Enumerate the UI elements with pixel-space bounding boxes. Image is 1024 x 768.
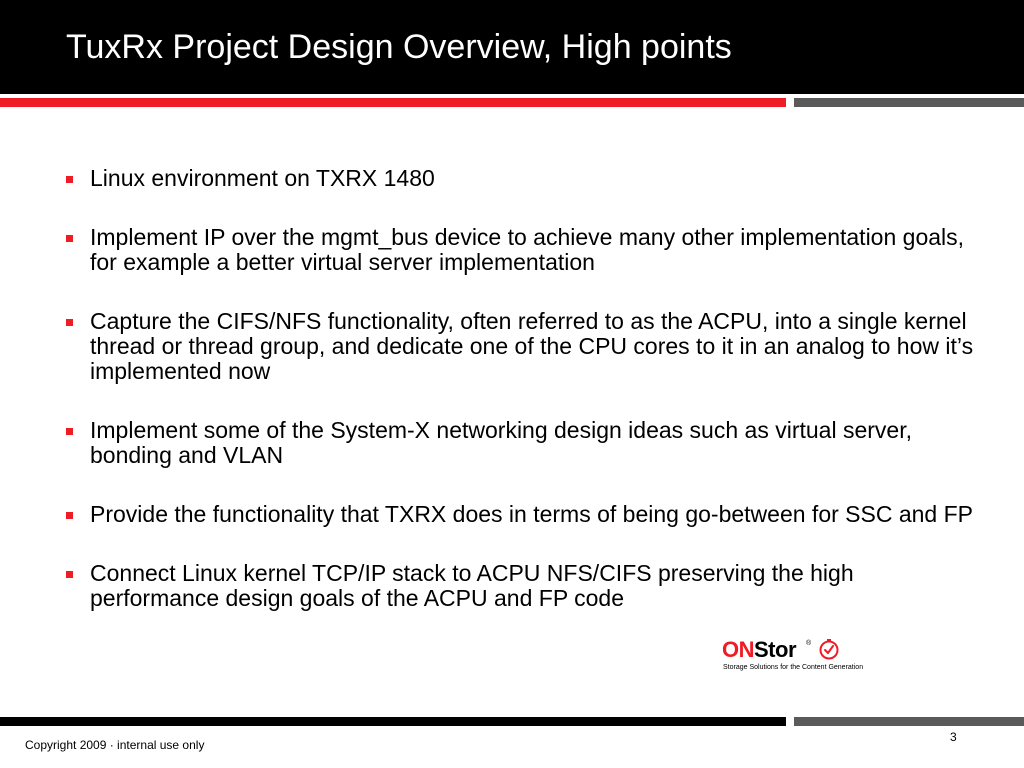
clock-check-icon	[818, 639, 840, 661]
bullet-text: Linux environment on TXRX 1480	[90, 165, 435, 191]
footer-rule-gray	[794, 717, 1024, 726]
logo-trademark: ®	[806, 640, 812, 647]
bullet-text: Implement some of the System-X networking design ideas such as virtual server, bonding and VLAN	[90, 417, 912, 468]
slide-title: TuxRx Project Design Overview, High points	[66, 28, 732, 66]
header-rule-red	[0, 98, 786, 107]
bullet-text: Implement IP over the mgmt_bus device to achieve many other implementation goals, for example a better virtual server implementation	[90, 224, 965, 275]
logo-tagline: Storage Solutions for the Content Generation	[723, 664, 864, 671]
bullet-square-icon	[66, 571, 73, 578]
title-bar	[0, 0, 1024, 94]
footer-rule-black	[0, 717, 786, 726]
copyright-notice: Copyright 2009 · internal use only	[25, 738, 205, 752]
header-rule-gray	[794, 98, 1024, 107]
bullet-square-icon	[66, 176, 73, 183]
logo-word-stor: Stor	[754, 637, 796, 662]
bullet-item	[64, 225, 984, 275]
bullet-text: Capture the CIFS/NFS functionality, often referred to as the ACPU, into a single kernel thread or thread group, and dedicate one of the CPU cores to it in an analog to how it’s implemented now	[90, 308, 974, 384]
bullet-item	[64, 166, 984, 191]
onstor-logo	[722, 638, 872, 674]
bullet-square-icon	[66, 512, 73, 519]
bullet-item	[64, 309, 984, 384]
bullet-item	[64, 418, 984, 468]
bullet-square-icon	[66, 319, 73, 326]
logo-word-on: ON	[722, 637, 754, 662]
logo-wordmark	[722, 638, 796, 662]
bullet-list	[64, 166, 984, 611]
bullet-square-icon	[66, 428, 73, 435]
bullet-item	[64, 502, 984, 527]
slide-number: 3	[950, 730, 957, 744]
bullet-square-icon	[66, 235, 73, 242]
bullet-text: Provide the functionality that TXRX does in terms of being go-between for SSC and FP	[90, 501, 973, 527]
bullet-item	[64, 561, 984, 611]
bullet-text: Connect Linux kernel TCP/IP stack to ACPU NFS/CIFS preserving the high performance design goals of the ACPU and FP code	[90, 560, 854, 611]
